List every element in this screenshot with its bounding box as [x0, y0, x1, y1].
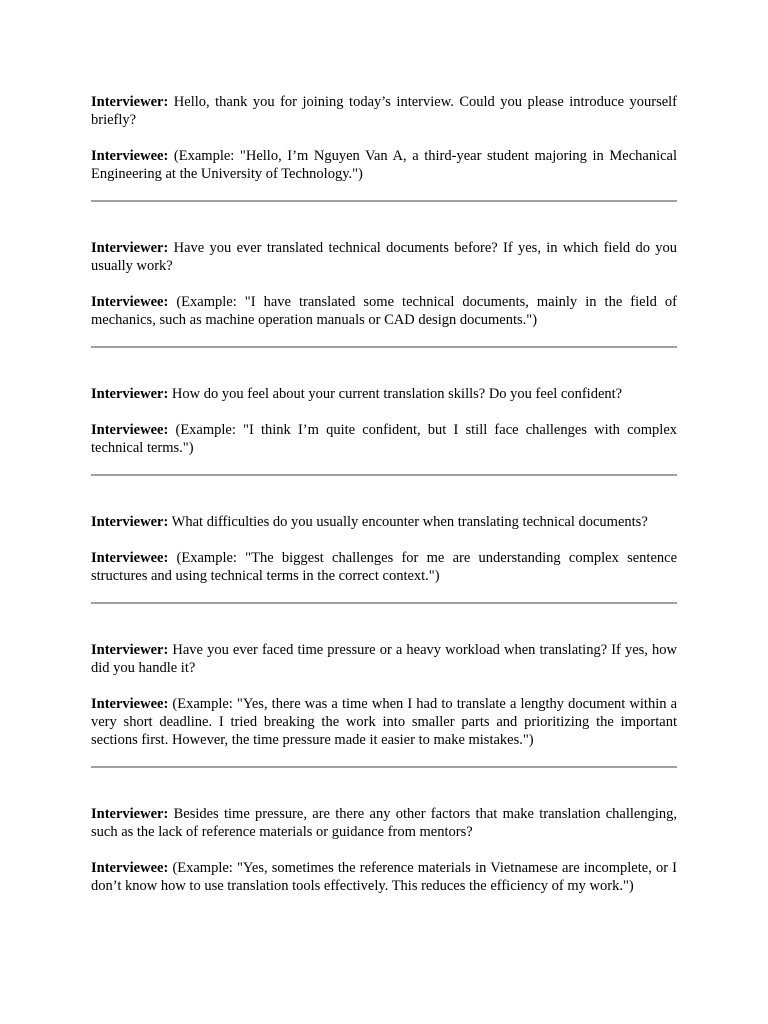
answer-text: (Example: "Yes, there was a time when I had to translate a lengthy document within a very short deadline. I tried breaking the work into smaller parts and prioritizing the important sections first. However, the time pressure made it easier to make mistakes."): [91, 696, 678, 748]
qa-block-2: [91, 239, 677, 329]
interviewer-paragraph: [91, 385, 677, 403]
answer-text: (Example: "Hello, I’m Nguyen Van A, a third-year student majoring in Mechanical Engineering at the University of Technology."): [91, 148, 678, 182]
interviewee-paragraph: [91, 293, 677, 329]
answer-text: (Example: "The biggest challenges for me are understanding complex sentence structures and using technical terms in the correct context."): [91, 550, 678, 584]
interviewee-label: Interviewee:: [91, 550, 169, 566]
interviewer-paragraph: [91, 239, 677, 275]
question-text: Have you ever faced time pressure or a heavy workload when translating? If yes, how did you handle it?: [91, 642, 677, 676]
question-text: Have you ever translated technical documents before? If yes, in which field do you usually work?: [91, 240, 678, 274]
interviewee-paragraph: [91, 859, 677, 895]
interviewer-paragraph: [91, 641, 677, 677]
interviewer-label: Interviewer:: [91, 514, 169, 530]
qa-block-6: [91, 805, 677, 895]
interviewee-paragraph: [91, 147, 677, 183]
qa-block-3: [91, 385, 677, 457]
section-divider: [91, 602, 677, 604]
interviewee-label: Interviewee:: [91, 294, 169, 310]
question-text: Besides time pressure, are there any other factors that make translation challenging, such as the lack of reference materials or guidance from mentors?: [91, 806, 678, 840]
section-divider: [91, 200, 677, 202]
question-text: What difficulties do you usually encounter when translating technical documents?: [171, 514, 648, 530]
qa-block-4: [91, 513, 677, 585]
answer-text: (Example: "Yes, sometimes the reference materials in Vietnamese are incomplete, or I don’t know how to use translation tools effectively. This reduces the efficiency of my work."): [91, 860, 677, 894]
interviewer-label: Interviewer:: [91, 642, 169, 658]
section-divider: [91, 766, 677, 768]
question-text: Hello, thank you for joining today’s interview. Could you please introduce yourself briefly?: [91, 94, 678, 128]
interviewer-label: Interviewer:: [91, 386, 169, 402]
interviewer-paragraph: [91, 805, 677, 841]
interviewee-label: Interviewee:: [91, 148, 169, 164]
interviewee-label: Interviewee:: [91, 860, 169, 876]
question-text: How do you feel about your current translation skills? Do you feel confident?: [171, 386, 623, 402]
qa-block-1: [91, 93, 677, 183]
interviewee-paragraph: [91, 549, 677, 585]
interviewee-paragraph: [91, 421, 677, 457]
interviewer-label: Interviewer:: [91, 240, 169, 256]
interviewee-paragraph: [91, 695, 677, 749]
section-divider: [91, 346, 677, 348]
interviewer-paragraph: [91, 513, 677, 531]
interviewer-paragraph: [91, 93, 677, 129]
section-divider: [91, 474, 677, 476]
interviewee-label: Interviewee:: [91, 696, 169, 712]
answer-text: (Example: "I think I’m quite confident, but I still face challenges with complex technical terms."): [91, 422, 677, 456]
interviewer-label: Interviewer:: [91, 806, 169, 822]
interviewer-label: Interviewer:: [91, 94, 169, 110]
interviewee-label: Interviewee:: [91, 422, 169, 438]
qa-block-5: [91, 641, 677, 749]
answer-text: (Example: "I have translated some technical documents, mainly in the field of mechanics, such as machine operation manuals or CAD design documents."): [91, 294, 677, 328]
